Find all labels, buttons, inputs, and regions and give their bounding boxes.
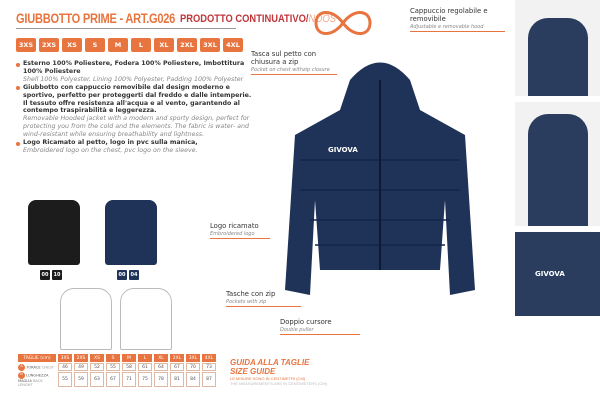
svg-text:GIVOVA: GIVOVA (328, 146, 358, 154)
size-chip: L (131, 38, 151, 52)
size-chip: XS (62, 38, 82, 52)
noos-label: NOOS (308, 13, 337, 25)
size-header-row (18, 354, 216, 362)
model-photo-front (515, 0, 600, 96)
size-value: 55 (58, 372, 72, 387)
feature-list (16, 60, 252, 155)
callout-logo: Logo ricamato Embroidered logo (210, 222, 270, 239)
feature-item (16, 139, 252, 155)
feature-it: Logo Ricamato al petto, logo in pvc sulla manica, (23, 139, 198, 147)
front-sketch (60, 288, 112, 350)
infinity-icon (312, 6, 374, 40)
row-label-en: CHEST (41, 365, 54, 369)
size-value: 78 (154, 372, 168, 387)
main-jacket-image (280, 40, 480, 305)
color-code: 10 (53, 272, 61, 278)
size-value: 49 (74, 363, 88, 371)
color-code: 04 (130, 272, 138, 278)
size-header: 2XS (74, 354, 88, 362)
size-header: XS (90, 354, 104, 362)
back-sketch (120, 288, 172, 350)
size-value: 71 (122, 372, 136, 387)
size-chip: 3XS (16, 38, 36, 52)
size-value: 87 (202, 372, 216, 387)
row-key: A (18, 364, 25, 371)
size-value: 59 (74, 372, 88, 387)
size-chip: S (85, 38, 105, 52)
feature-en: Shell 100% Polyester, Lining 100% Polyester, Padding 100% Polyester (23, 75, 244, 83)
color-code: 00 (41, 272, 49, 278)
size-list (16, 38, 243, 52)
subtitle-text: PRODOTTO CONTINUATIVO/ (180, 13, 309, 25)
size-header: 2XL (170, 354, 184, 362)
size-header: XL (154, 354, 168, 362)
size-value: 46 (58, 363, 72, 371)
feature-en: Embroidered logo on the chest, pvc logo on the sleeve. (23, 146, 198, 154)
size-value: 55 (106, 363, 120, 371)
size-header: 4XL (202, 354, 216, 362)
size-value: 61 (138, 363, 152, 371)
row-key: B (18, 372, 25, 379)
size-value: 84 (186, 372, 200, 387)
size-header: S (106, 354, 120, 362)
size-header: M (122, 354, 136, 362)
feature-en: Removable Hooded jacket with a modern and sporty design, perfect for protecting you from the cold and the elements. The fabric is water- and wind-resistant while ensuring breathability and lightness. (23, 115, 250, 139)
size-chip: 3XL (200, 38, 220, 52)
feature-item (16, 60, 252, 84)
size-chip: M (108, 38, 128, 52)
black-color-codes (40, 270, 62, 280)
size-value: 70 (186, 363, 200, 371)
callout-hood: Cappuccio regolabile e removibile Adjustable e removable hood (410, 7, 505, 32)
size-value: 63 (90, 372, 104, 387)
size-guide: GUIDA ALLA TAGLIE SIZE GUIDE LE MISURE SONO IN CENTIMETRI (CM) THE MEASUREMENTS ARE IN CENTIMETERS (CM) (230, 358, 327, 386)
size-value: 67 (170, 363, 184, 371)
size-chip: 2XL (177, 38, 197, 52)
size-value: 67 (106, 372, 120, 387)
size-header: 3XS (58, 354, 72, 362)
size-chip: XL (154, 38, 174, 52)
navy-variant-image (105, 200, 157, 265)
product-title: GIUBBOTTO PRIME - ART.G026 (16, 11, 176, 26)
size-chip: 4XL (223, 38, 243, 52)
size-table (16, 353, 218, 388)
callout-pockets: Tasche con zip Pockets with zip (226, 290, 301, 307)
givova-logo: GIVOVA (535, 270, 565, 278)
title-divider (16, 28, 236, 29)
color-code: 00 (118, 272, 126, 278)
size-header: L (138, 354, 152, 362)
feature-it: Giubbotto con cappuccio removibile dal design moderno e sportivo, perfetto per proteggerti dal freddo e dalle intemperie. Il tessuto offre resistenza all'acqua e al vento, garantendo al contempo traspirabilità e leggerezza. (23, 83, 252, 115)
size-value: 52 (90, 363, 104, 371)
size-chip: 2XS (39, 38, 59, 52)
size-value: 64 (154, 363, 168, 371)
row-label: TORACE (26, 365, 41, 369)
row-label-en: BACK LENGHT (18, 379, 43, 387)
feature-it: Esterno 100% Poliestere, Fodera 100% Poliestere, Imbottitura 100% Poliestere (23, 60, 245, 75)
size-value: 81 (170, 372, 184, 387)
size-value: 73 (202, 363, 216, 371)
size-value: 58 (122, 363, 136, 371)
row-label: LUNGHEZZA MAGLIA (18, 373, 49, 383)
navy-color-codes (117, 270, 139, 280)
black-variant-image (28, 200, 80, 265)
feature-item (16, 84, 252, 139)
header-label: TAGLIE (cm) (18, 354, 56, 362)
size-header: 3XL (186, 354, 200, 362)
logo-detail-photo (515, 232, 600, 316)
callout-puller: Doppio cursore Double puller (280, 318, 360, 335)
model-photo-back (515, 102, 600, 226)
table-row (18, 363, 216, 371)
table-row (18, 372, 216, 387)
size-value: 75 (138, 372, 152, 387)
callout-pocket: Tasca sul petto con chiusura a zip Pocket on chest withzip closure (251, 50, 337, 75)
